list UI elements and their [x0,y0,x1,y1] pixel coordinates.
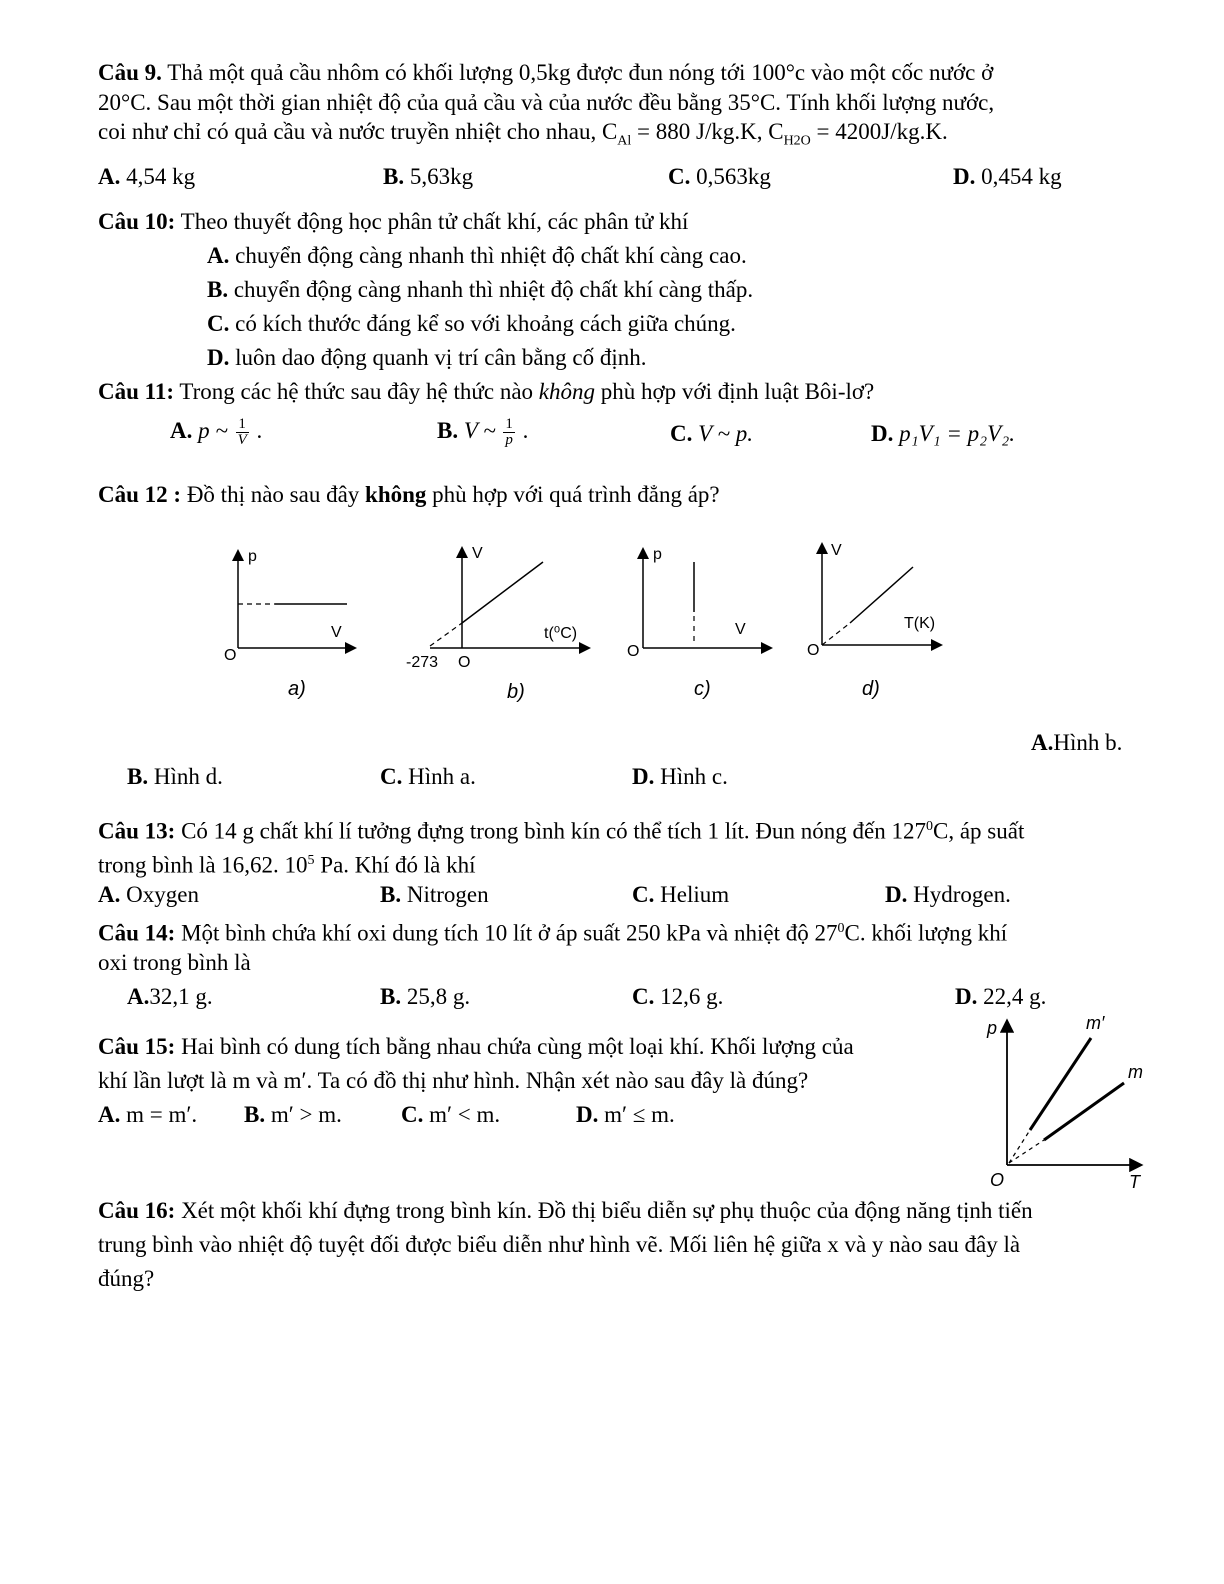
graph-b-x-label: t(⁰C) [544,625,578,642]
graph-b-y-label: V [472,545,483,562]
q11-option-b-right: . [516,418,529,443]
q11-option-a-num: 1 [236,417,249,433]
q10-stem [98,207,688,237]
q12-option-d-letter: D. [632,764,655,789]
q14-option-b[interactable] [380,982,470,1012]
q12-graphs [0,530,1224,710]
q11-option-b-den: p [505,432,513,449]
q13-option-a-letter: A. [98,882,121,907]
q15-option-a-letter: A. [98,1102,121,1127]
q14-option-b-text: 25,8 g. [401,984,471,1009]
q9-text-3c: = 4200J/kg.K. [810,119,948,144]
q13-option-d-letter: D. [885,882,908,907]
q13-option-a-text: Oxygen [120,882,199,907]
q15-option-a-text: m = m′. [120,1102,198,1127]
q15-option-b-letter: B. [244,1102,266,1127]
q9-text-3b: = 880 J/kg.K, C [631,119,784,144]
q9-option-a[interactable] [98,162,195,192]
q14-sup-1: 0 [837,921,845,936]
q9-option-b-letter: B. [383,164,405,189]
q11-option-b-fraction [503,417,515,448]
q15-graph-y-label: p [987,1018,998,1038]
q12-label: Câu 12 : [98,482,182,507]
q15-option-b[interactable] [244,1100,342,1130]
q14-option-a-text: 32,1 g. [149,984,213,1009]
q11-option-c-text: V ~ p. [692,421,753,446]
q10-option-b-letter: B. [207,277,229,302]
q13-option-d-text: Hydrogen. [907,882,1011,907]
graph-c-origin: O [627,643,640,660]
q9-option-d-letter: D. [953,164,976,189]
q9-option-c[interactable] [668,162,771,192]
q11-option-a-right: . [250,418,263,443]
q12-option-d[interactable] [632,762,728,792]
q16-line-3: đúng? [98,1266,155,1291]
q9-text-1: Thả một quả cầu nhôm có khối lượng 0,5kg được đun nóng tới 100°c vào một cốc nước ở [167,60,994,85]
graph-c-x-label: V [735,621,746,638]
q11-text-a: Trong các hệ thức sau đây hệ thức nào [174,379,539,404]
q10-option-d-letter: D. [207,345,230,370]
q15-option-a[interactable] [98,1100,197,1130]
q14-option-b-letter: B. [380,984,402,1009]
q10-text: Theo thuyết động học phân tử chất khí, các phân tử khí [175,209,689,234]
q15-option-d-letter: D. [576,1102,599,1127]
q14-option-c[interactable] [632,982,723,1012]
q10-option-d-text: luôn dao động quanh vị trí cân bằng cố định. [229,345,647,370]
q13-option-c-letter: C. [632,882,655,907]
q11-option-b[interactable] [437,416,528,448]
graph-b-neg-label: -273 [406,654,439,671]
q14-text-1: Một bình chứa khí oxi dung tích 10 lít ở áp suất 250 kPa và nhiệt độ 27 [175,920,838,946]
q13-option-a[interactable] [98,880,199,910]
q15-option-d[interactable] [576,1100,675,1130]
graph-d-x-label: T(K) [904,615,936,632]
q9-option-a-text: 4,54 kg [120,164,196,189]
q13-option-d[interactable] [885,880,1011,910]
q14-line-2: oxi trong bình là [98,950,251,975]
q14-line-1 [98,914,1007,949]
q10-label: Câu 10: [98,209,176,234]
q14-option-d[interactable] [955,982,1046,1012]
q10-option-b[interactable] [207,275,753,305]
graph-c-y-label: p [653,546,662,563]
graph-a-y-label: p [248,548,257,565]
q11-option-b-left: V ~ [458,418,502,443]
q12-option-a-text: Hình b. [1053,730,1123,755]
q9-option-b[interactable] [383,162,473,192]
q10-option-c-text: có kích thước đáng kể so với khoảng cách giữa chúng. [229,311,736,336]
q12-option-a-letter: A. [1031,730,1054,755]
q12-option-c-text: Hình a. [402,764,476,789]
q16-text-1: Xét một khối khí đựng trong bình kín. Đồ thị biểu diễn sự phụ thuộc của động năng tịnh tiến [175,1198,1033,1223]
q15-option-c-letter: C. [401,1102,424,1127]
q13-text-2b: Pa. Khí đó là khí [314,852,476,878]
q9-line-2: 20°C. Sau một thời gian nhiệt độ của quả cầu và của nước đều bằng 35°C. Tính khối lượng nước, [98,90,995,115]
q12-text-bold: không [365,482,427,507]
q13-option-b-letter: B. [380,882,402,907]
q13-option-b[interactable] [380,880,489,910]
q13-line-1 [98,812,1024,847]
q14-label: Câu 14: [98,920,176,946]
q9-option-c-text: 0,563kg [690,164,771,189]
q11-stem [98,377,874,407]
q12-option-a[interactable] [1031,728,1122,758]
q10-option-a[interactable] [207,241,747,271]
graph-b-caption: b) [507,681,525,703]
q11-option-d-letter: D. [871,421,894,446]
q9-line-1 [98,58,993,88]
q13-text-1b: C, áp suất [932,818,1025,844]
q11-option-b-num: 1 [505,416,513,433]
q14-option-d-letter: D. [955,984,978,1009]
q15-option-c-text: m′ < m. [423,1102,501,1127]
graph-c-caption: c) [694,678,711,700]
q12-text-b: phù hợp với quá trình đẳng áp? [426,482,720,507]
q13-option-c[interactable] [632,880,729,910]
q12-option-d-text: Hình c. [654,764,728,789]
q9-option-a-letter: A. [98,164,121,189]
q9-sub-al: Al [617,133,632,149]
q9-line-3 [98,117,948,157]
q11-text-em: không [538,379,595,404]
graph-a-origin: O [224,647,237,664]
q10-option-c[interactable] [207,309,736,339]
q14-option-c-text: 12,6 g. [654,984,724,1009]
q12-option-b-letter: B. [127,764,149,789]
q14-option-a-letter: A. [127,984,150,1009]
q11-option-c-letter: C. [670,421,693,446]
q15-label: Câu 15: [98,1034,176,1059]
graph-a-caption: a) [288,678,306,700]
graph-a [224,548,354,700]
q15-text-1: Hai bình có dung tích bằng nhau chứa cùng một loại khí. Khối lượng của [175,1034,854,1059]
q11-option-a-den: V [237,432,247,449]
q11-option-d-text: p₁V₁ = p₂V₂. [893,421,1015,446]
q11-option-b-letter: B. [437,418,459,443]
q12-option-c[interactable] [380,762,476,792]
q15-option-d-text: m′ ≤ m. [598,1102,675,1127]
q12-stem [98,480,720,510]
q13-label: Câu 13: [98,818,176,844]
q15-graph [970,1010,1150,1195]
q9-label: Câu 9. [98,60,162,85]
q9-option-c-letter: C. [668,164,691,189]
q12-option-b-text: Hình d. [148,764,223,789]
q13-line-2 [98,846,476,881]
q10-option-c-letter: C. [207,311,230,336]
q11-option-d[interactable] [871,419,1015,449]
q11-option-a-letter: A. [170,418,193,443]
q14-option-c-letter: C. [632,984,655,1009]
q15-graph-origin: O [990,1170,1005,1190]
q9-sub-h2o: H2O [783,133,811,149]
q14-option-d-text: 22,4 g. [977,984,1047,1009]
q16-line-1 [98,1196,1033,1226]
q15-graph-x-label: T [1129,1172,1140,1192]
q10-option-a-letter: A. [207,243,230,268]
q14-option-a[interactable] [127,982,213,1012]
q10-option-b-text: chuyển động càng nhanh thì nhiệt độ chất khí càng thấp. [228,277,754,302]
q13-option-c-text: Helium [654,882,730,907]
q15-line-2: khí lần lượt là m và m′. Ta có đồ thị như hình. Nhận xét nào sau đây là đúng? [98,1068,809,1093]
q13-text-2: trong bình là 16,62. 10 [98,852,308,878]
q10-option-a-text: chuyển động càng nhanh thì nhiệt độ chất khí càng cao. [229,243,747,268]
q15-option-b-text: m′ > m. [265,1102,342,1127]
q11-option-a[interactable] [170,416,262,448]
graph-d-origin: O [807,642,820,659]
q11-option-c[interactable] [670,419,753,449]
graph-d-y-label: V [831,542,842,559]
q12-option-c-letter: C. [380,764,403,789]
q11-text-b: phù hợp với định luật Bôi-lơ? [595,379,875,404]
q9-option-d-text: 0,454 kg [975,164,1062,189]
q10-option-d[interactable] [207,343,647,373]
q9-text-3a: coi như chỉ có quả cầu và nước truyền nhiệt cho nhau, C [98,119,618,144]
q15-option-c[interactable] [401,1100,500,1130]
q12-option-b[interactable] [127,762,223,792]
q11-option-a-left: p ~ [192,418,234,443]
q11-option-a-fraction [236,417,249,448]
q13-option-b-text: Nitrogen [401,882,489,907]
graph-b-origin: O [458,654,471,671]
q15-graph-line1-label: m′ [1086,1013,1105,1033]
q9-option-d[interactable] [953,162,1062,192]
graph-d [807,542,940,700]
graph-b [406,545,588,703]
q13-text-1: Có 14 g chất khí lí tưởng đựng trong bình kín có thể tích 1 lít. Đun nóng đến 127 [175,818,926,844]
q12-text-a: Đồ thị nào sau đây [181,482,366,507]
q16-label: Câu 16: [98,1198,176,1223]
graph-c [627,546,770,700]
graph-d-caption: d) [862,678,880,700]
graph-a-x-label: V [331,624,342,641]
q9-option-b-text: 5,63kg [404,164,474,189]
q16-line-2: trung bình vào nhiệt độ tuyệt đối được biểu diễn như hình vẽ. Mối liên hệ giữa x và y nào sau đây là [98,1232,1021,1257]
q15-line-1 [98,1032,854,1062]
q13-sup-1: 0 [925,819,933,834]
q13-sup-2: 5 [307,853,315,868]
q15-graph-line2-label: m [1128,1062,1143,1082]
q14-text-1b: C. khối lượng khí [844,920,1008,946]
q11-label: Câu 11: [98,379,175,404]
